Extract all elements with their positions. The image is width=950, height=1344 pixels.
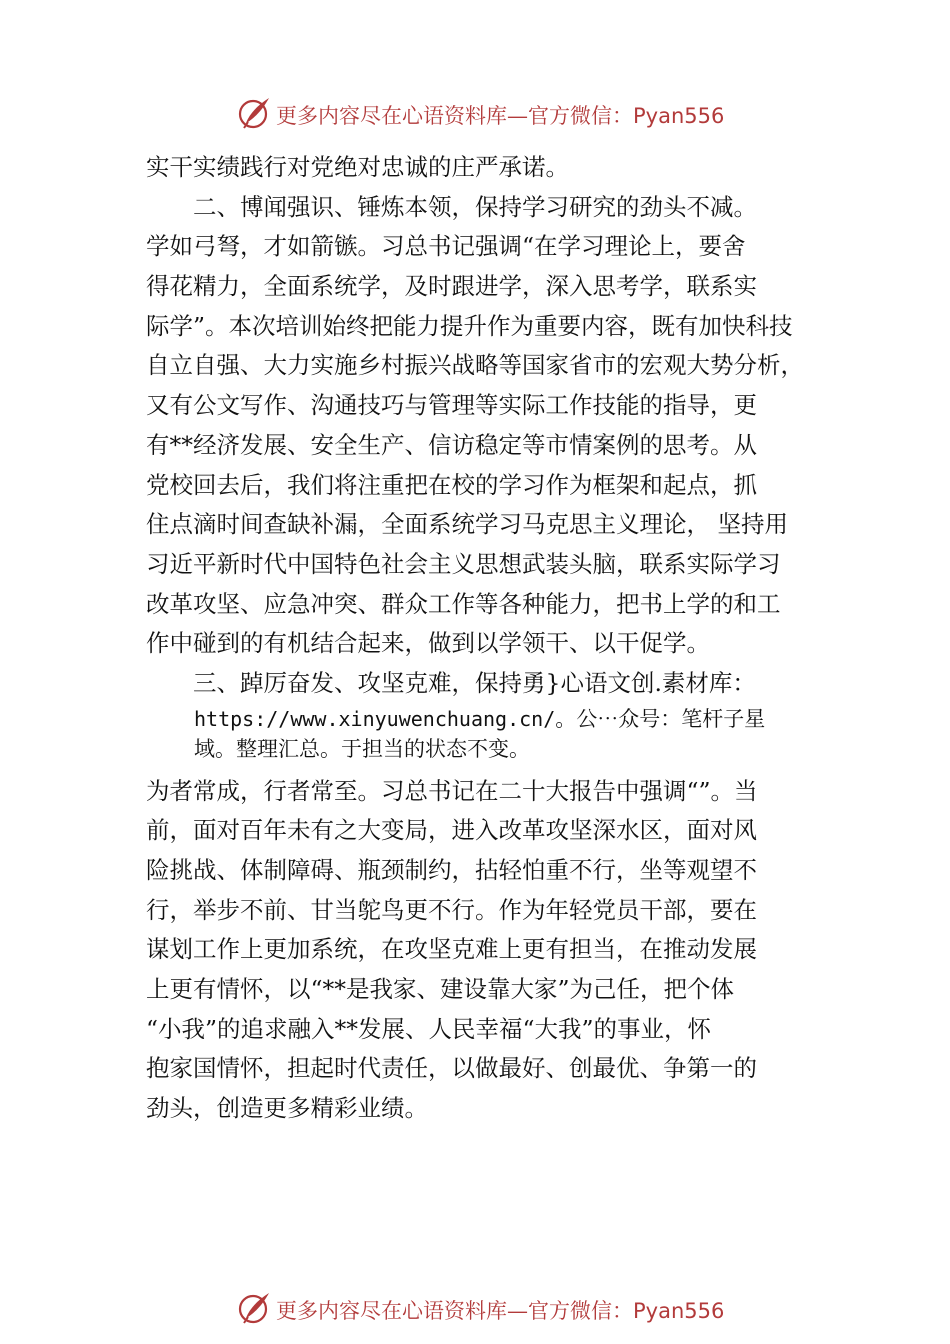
text-line xyxy=(194,704,836,734)
watermark-text xyxy=(276,100,724,130)
text-line: 上更有情怀，以“**是我家、建设靠大家”为己任，把个体 xyxy=(146,975,735,1004)
section-heading-2 xyxy=(146,188,836,228)
text-line: 行，举步不前、甘当鸵鸟更不行。作为年轻党员干部，要在 xyxy=(146,895,757,924)
text-line: 又有公文写作、沟通技巧与管理等实际工作技能的指导，更 xyxy=(146,391,757,420)
header-watermark xyxy=(0,95,950,135)
text-line: 党校回去后，我们将注重把在校的学习作为框架和起点，抓 xyxy=(146,470,757,499)
paragraph-2 xyxy=(146,227,836,664)
source-suffix: 。公⋯众号：笔杆子星 xyxy=(555,706,766,731)
text-line: 际学”。本次培训始终把能力提升作为重要内容，既有加快科技 xyxy=(146,311,793,340)
footer-watermark xyxy=(0,1290,950,1330)
watermark-main: 更多内容尽在心语资料库 xyxy=(276,104,507,128)
quill-pen-logo-icon xyxy=(236,95,272,131)
text-line: 自立自强、大力实施乡村振兴战略等国家省市的宏观大势分析， xyxy=(146,351,804,380)
text-line: 改革攻坚、应急冲突、群众工作等各种能力，把书上学的和工 xyxy=(146,589,781,618)
text-line: 域。整理汇总。于担当的状态不变。 xyxy=(194,736,530,761)
watermark-text xyxy=(276,1295,724,1325)
text-line: 有**经济发展、安全生产、信访稳定等市情案例的思考。从 xyxy=(146,430,757,459)
watermark-wechat-id: Pyan556 xyxy=(633,1299,725,1323)
text-line: 为者常成，行者常至。习总书记在二十大报告中强调“”。当 xyxy=(146,776,758,805)
spacer xyxy=(146,764,836,772)
section-heading: 二、博闻强识、锤炼本领，保持学习研究的劲头不减。 xyxy=(193,192,757,221)
source-url: https://www.xinyuwenchuang.cn/ xyxy=(194,706,556,731)
watermark-dash: — xyxy=(507,1299,528,1323)
paragraph-1 xyxy=(146,148,836,188)
text-line: 习近平新时代中国特色社会主义思想武装头脑，联系实际学习 xyxy=(146,549,781,578)
document-body xyxy=(146,148,836,1129)
text-line: 得花精力，全面系统学，及时跟进学，深入思考学，联系实 xyxy=(146,272,757,301)
section-heading: 三、踔厉奋发、攻坚克难，保持勇}心语文创.素材库： xyxy=(193,668,756,697)
text-line: 抱家国情怀，担起时代责任，以做最好、创最优、争第一的 xyxy=(146,1054,757,1083)
watermark-dash: — xyxy=(507,104,528,128)
text-line: 实干实绩践行对党绝对忠诚的庄严承诺。 xyxy=(146,153,569,181)
text-line: 前，面对百年未有之大变局，进入改革攻坚深水区，面对风 xyxy=(146,816,757,845)
text-line: 学如弓弩，才如箭镞。习总书记强调“在学习理论上，要舍 xyxy=(146,232,746,261)
text-line: 险挑战、体制障碍、瓶颈制约，拈轻怕重不行，坐等观望不 xyxy=(146,856,757,884)
text-line: 谋划工作上更加系统，在攻坚克难上更有担当，在推动发展 xyxy=(146,935,757,964)
text-line: 劲头，创造更多精彩业绩。 xyxy=(146,1094,428,1123)
watermark-wechat-label: 官方微信： xyxy=(528,104,633,128)
quill-pen-logo-icon xyxy=(236,1290,272,1326)
text-line: 作中碰到的有机结合起来，做到以学领干、以干促学。 xyxy=(146,629,710,658)
text-line: “小我”的追求融入**发展、人民幸福“大我”的事业，怀 xyxy=(146,1014,712,1043)
watermark-wechat-label: 官方微信： xyxy=(528,1299,633,1323)
section-heading-3 xyxy=(146,664,836,704)
watermark-main: 更多内容尽在心语资料库 xyxy=(276,1299,507,1323)
paragraph-3 xyxy=(146,772,836,1129)
watermark-wechat-id: Pyan556 xyxy=(633,104,725,128)
inserted-source-note xyxy=(194,704,836,764)
text-line: 住点滴时间查缺补漏，全面系统学习马克思主义理论， 坚持用 xyxy=(146,510,788,539)
